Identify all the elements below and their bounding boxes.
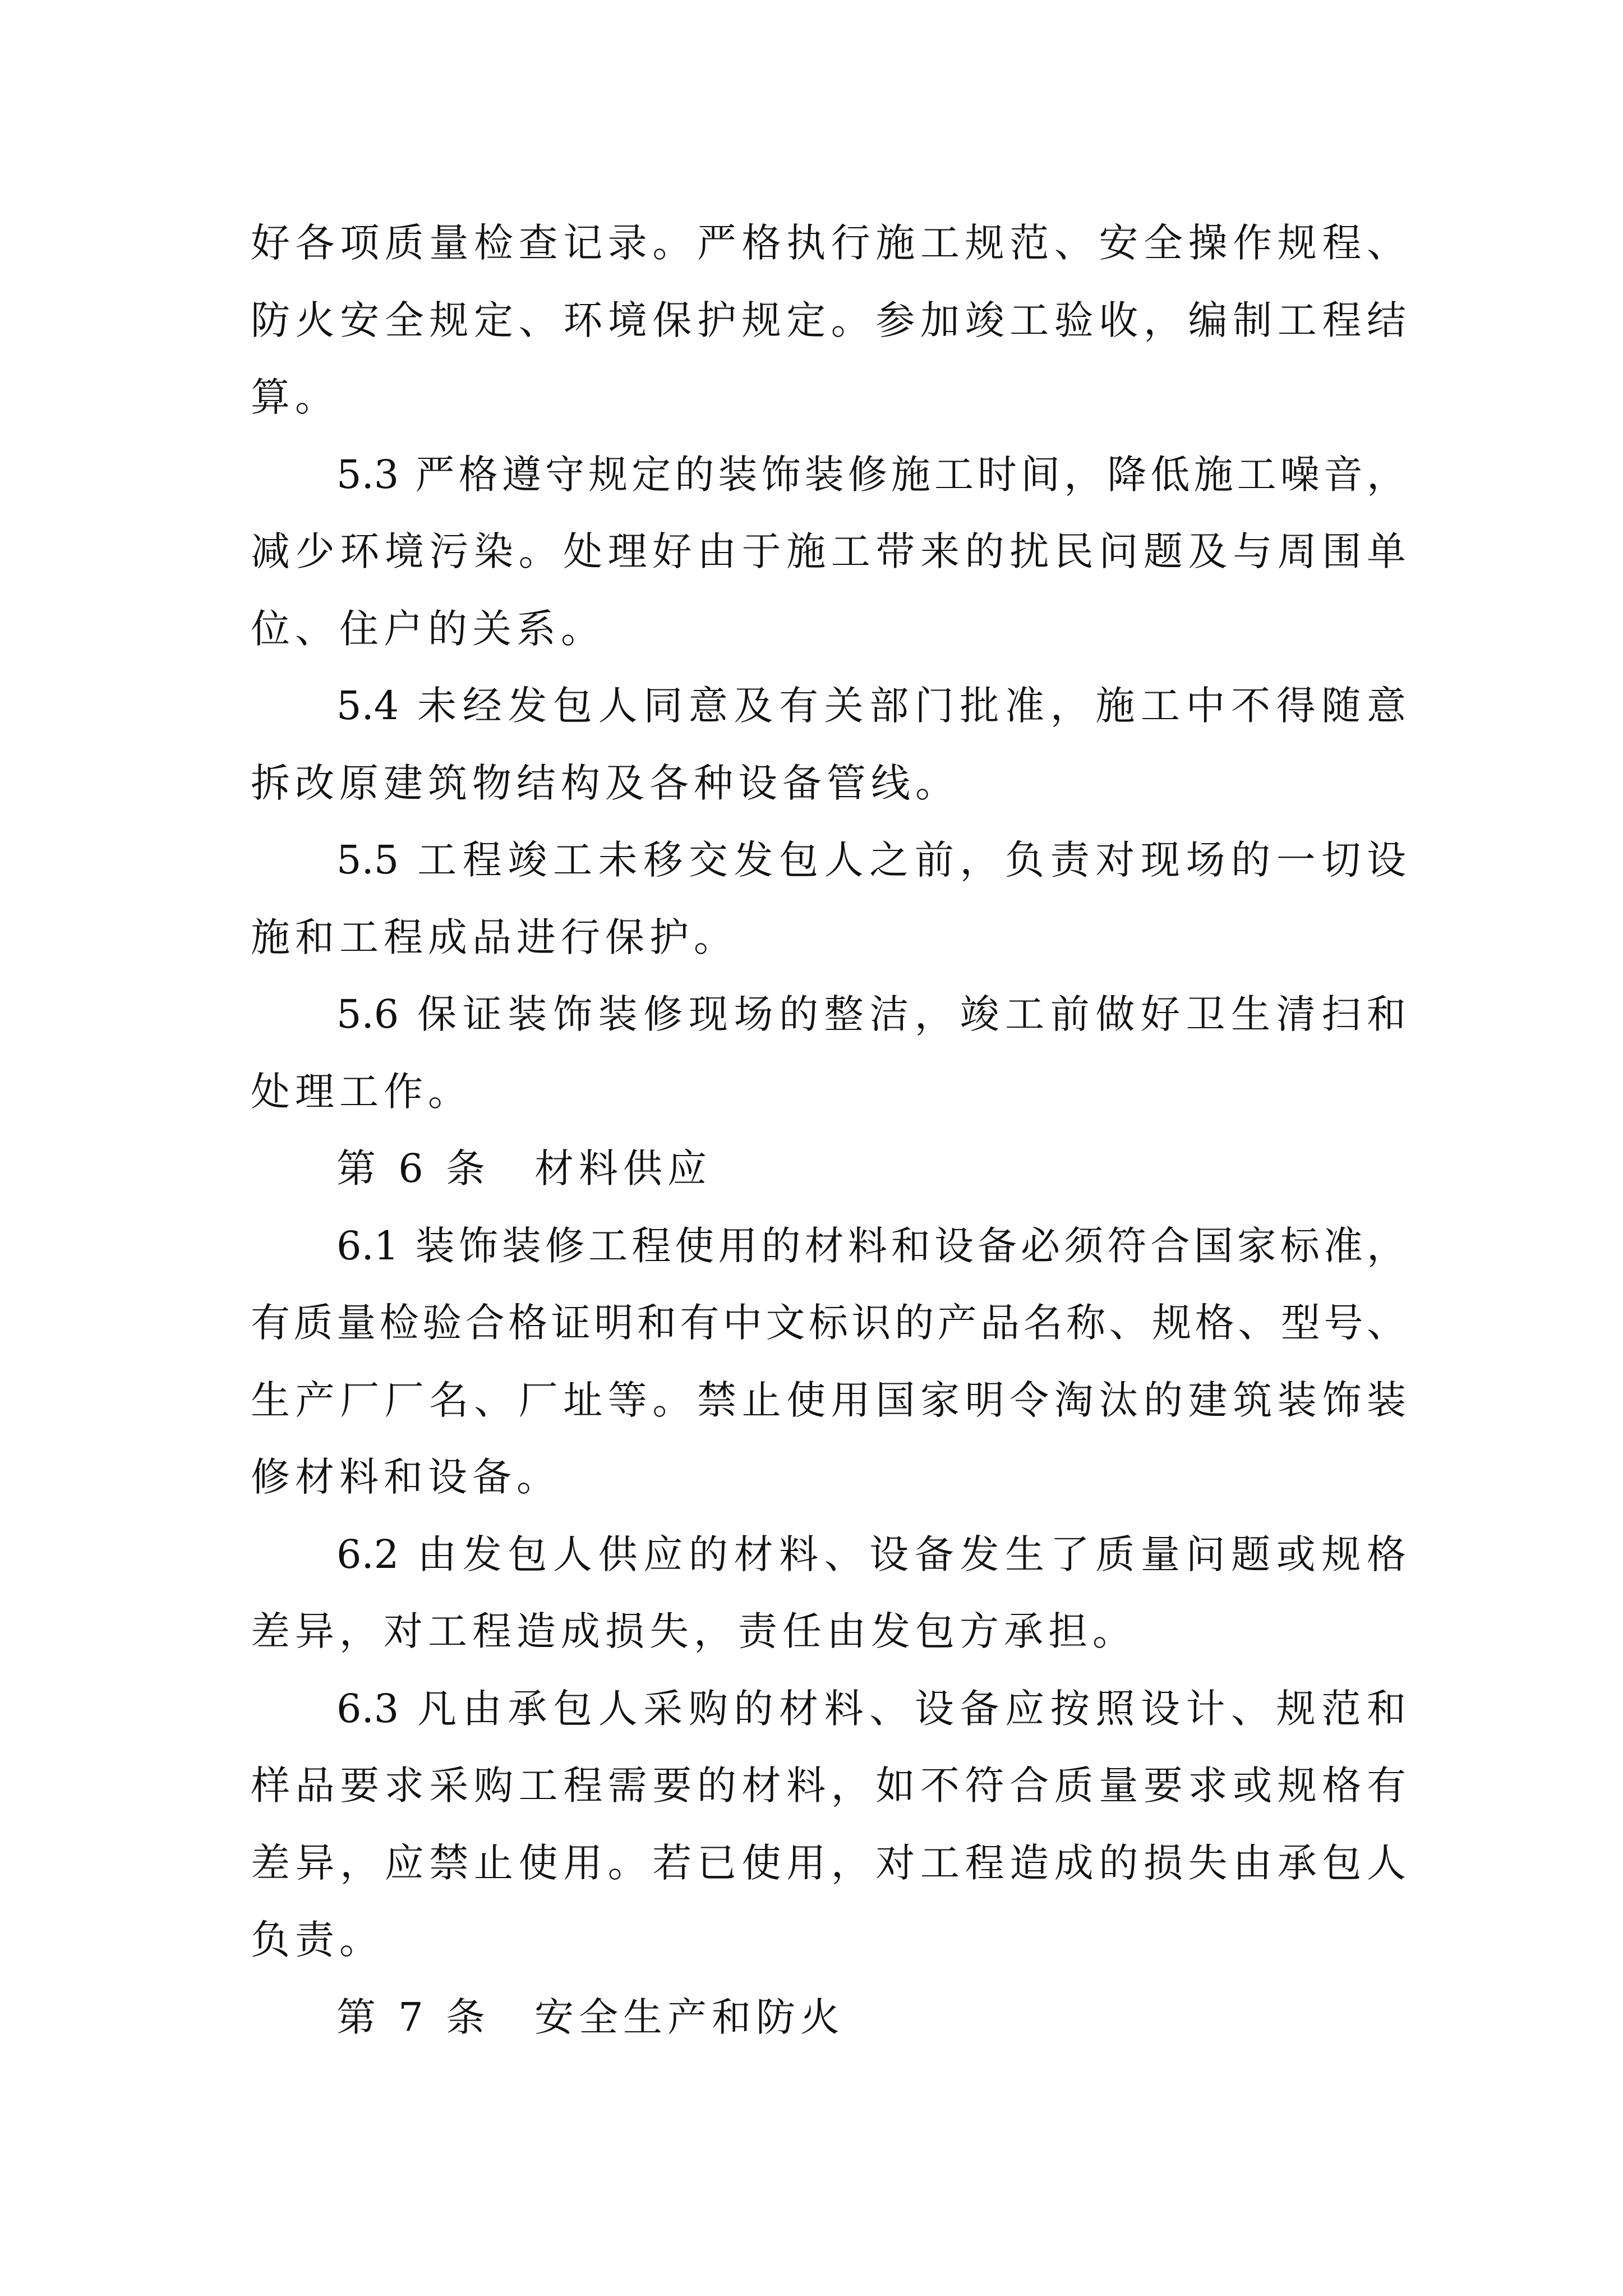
paragraph-line: 减少环境污染。处理好由于施工带来的扰民问题及与周围单 — [251, 528, 1406, 574]
clause-5-2-continued — [251, 205, 1406, 436]
paragraph-line: 拆改原建筑物结构及各种设备管线。 — [251, 760, 960, 806]
article-7-heading: 第 7 条 安全生产和防火 — [336, 1994, 845, 2040]
paragraph-line: 差异，对工程造成损失，责任由发包方承担。 — [251, 1608, 1137, 1654]
paragraph-line: 5.3 严格遵守规定的装饰装修施工时间，降低施工噪音， — [336, 451, 1406, 498]
paragraph-line: 好各项质量检查记录。严格执行施工规范、安全操作规程、 — [251, 220, 1406, 266]
clause-5-6 — [251, 976, 1406, 1130]
paragraph-line: 样品要求采购工程需要的材料，如不符合质量要求或规格有 — [251, 1763, 1406, 1809]
paragraph-line: 位、住户的关系。 — [251, 605, 605, 652]
clause-6-1 — [251, 1208, 1406, 1516]
clause-6-2 — [251, 1516, 1406, 1671]
paragraph-line: 5.4 未经发包人同意及有关部门批准，施工中不得随意 — [336, 683, 1406, 729]
clause-5-5 — [251, 822, 1406, 976]
document-body — [251, 205, 1406, 2056]
paragraph-line: 施和工程成品进行保护。 — [251, 914, 738, 960]
paragraph-line: 修材料和设备。 — [251, 1454, 561, 1500]
paragraph-line: 生产厂厂名、厂址等。禁止使用国家明令淘汰的建筑装饰装 — [251, 1377, 1406, 1423]
paragraph-line: 差异，应禁止使用。若已使用，对工程造成的损失由承包人 — [251, 1839, 1406, 1886]
paragraph-line: 5.5 工程竣工未移交发包人之前，负责对现场的一切设 — [336, 837, 1406, 883]
clause-5-4 — [251, 668, 1406, 822]
paragraph-line: 有质量检验合格证明和有中文标识的产品名称、规格、型号、 — [251, 1300, 1406, 1346]
paragraph-line: 6.3 凡由承包人采购的材料、设备应按照设计、规范和 — [336, 1685, 1406, 1732]
paragraph-line: 负责。 — [251, 1917, 384, 1963]
clause-6-3 — [251, 1671, 1406, 1979]
clause-5-3 — [251, 436, 1406, 668]
paragraph-line: 6.1 装饰装修工程使用的材料和设备必须符合国家标准， — [336, 1222, 1406, 1269]
paragraph-line: 6.2 由发包人供应的材料、设备发生了质量问题或规格 — [336, 1531, 1406, 1577]
paragraph-line: 算。 — [251, 374, 339, 420]
paragraph-line: 防火安全规定、环境保护规定。参加竣工验收，编制工程结 — [251, 297, 1406, 343]
article-6-heading: 第 6 条 材料供应 — [336, 1145, 712, 1191]
paragraph-line: 处理工作。 — [251, 1068, 472, 1115]
paragraph-line: 5.6 保证装饰装修现场的整洁，竣工前做好卫生清扫和 — [336, 991, 1406, 1037]
